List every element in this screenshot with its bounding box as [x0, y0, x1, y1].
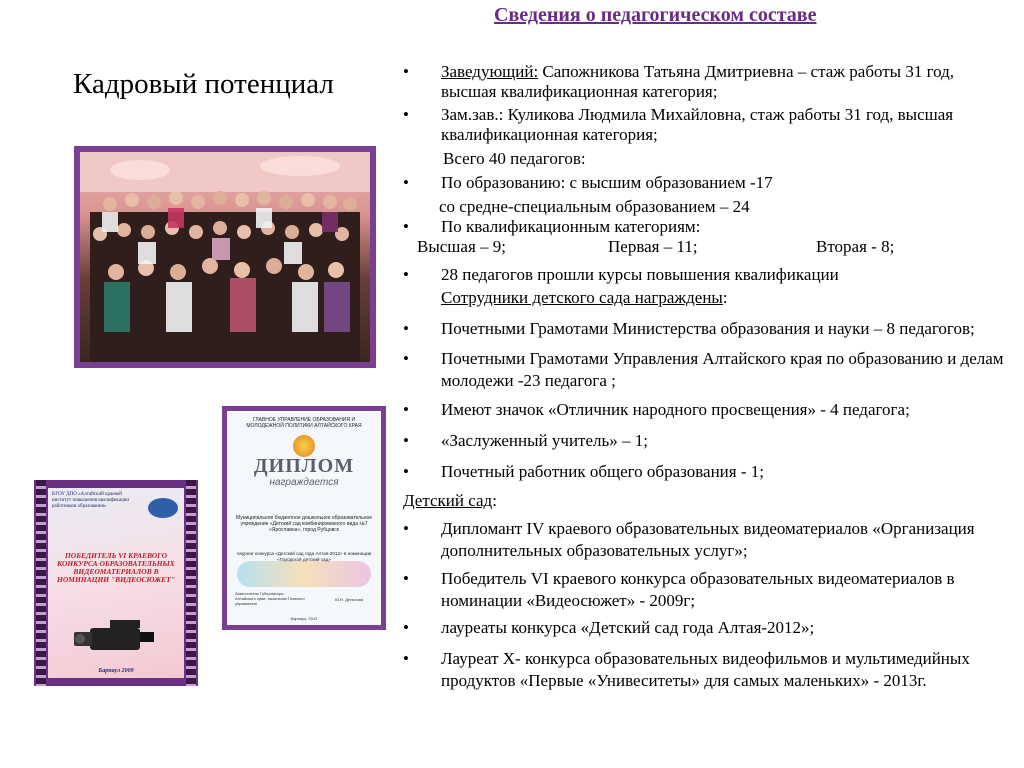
award-item: • Имеют значок «Отличник народного просвещения» - 4 педагога; [403, 400, 1008, 420]
kindergarten-heading [403, 491, 1008, 511]
section-subtitle: Кадровый потенциал [73, 68, 334, 100]
list-item-deputy: • Зам.зав.: Куликова Людмила Михайловна, стаж работы 31 год, высшая квалификационная категория; [403, 105, 1008, 145]
diploma-sign-title: Заместитель Губернатора Алтайского края, начальник Главного управления [235, 591, 305, 606]
page-title: Сведения о педагогическом составе [494, 4, 817, 26]
diploma-image [222, 406, 386, 630]
qualification-categories [403, 237, 1008, 259]
certificate-image [34, 480, 198, 686]
diploma-signer: Ю.Н. Денисова [335, 597, 364, 602]
group-photo-frame [74, 146, 376, 368]
kindergarten-colon: : [492, 491, 497, 510]
video-camera-icon [70, 618, 160, 658]
certificate-header: КГОУ ДПО «Алтайский краевой институт повышения квалификации работников образования» [52, 492, 130, 509]
award-item: • Почетный работник общего образования - 1; [403, 462, 1008, 482]
kindergarten-item: • лауреаты конкурса «Детский сад года Алтая-2012»; [403, 618, 1008, 638]
kindergarten-label: Детский сад [403, 491, 493, 510]
diploma-body-2: лауреат конкурса «Детский сад года Алтая-2012» в номинации «Городской детский сад» [236, 551, 372, 562]
qualification-high: Высшая – 9; [417, 237, 506, 256]
diploma-emblem-icon [293, 435, 315, 457]
group-photo [80, 152, 370, 362]
head-text: Сапожникова Татьяна Дмитриевна – стаж работы 31 год, высшая квалификационная категория; [441, 62, 955, 101]
awarded-label: Сотрудники детского сада награждены [441, 288, 723, 307]
diploma-decoration [237, 561, 371, 587]
diploma-footer: Барнаул, 2012 [290, 616, 318, 621]
award-item: • Почетными Грамотами Министерства образования и науки – 8 педагогов; [403, 318, 1008, 340]
certificate-logo-icon [148, 498, 178, 518]
film-strip-right [186, 480, 196, 686]
award-item: • «Заслуженный учитель» – 1; [403, 431, 1008, 451]
head-label: Заведующий: [441, 62, 539, 81]
kindergarten-item: • Дипломант IV краевого образовательных видеоматериалов «Организация дополнительных образовательных услуг»; [403, 518, 1008, 562]
staff-info-list [403, 62, 1008, 692]
qualification-second: Вторая - 8; [816, 237, 895, 256]
certificate-winner-text: ПОБЕДИТЕЛЬ VI КРАЕВОГО КОНКУРСА ОБРАЗОВАТЕЛЬНЫХ ВИДЕОМАТЕРИАЛОВ В НОМИНАЦИИ "ВИДЕОСЮЖЕТ" [57, 551, 175, 584]
education-secondary: со средне-специальным образованием – 24 [439, 197, 750, 216]
diploma-body: Муниципальное бюджетное дошкольное образовательное учреждение «Детский сад комбинированного вида №7 «Ярославна», город Рубцовск [235, 515, 373, 533]
certificate-inner [48, 488, 184, 678]
diploma-word: ДИПЛОМ [253, 455, 355, 477]
certificate-footer: Барнаул 2009 [98, 668, 134, 674]
diploma-signature-block [235, 591, 364, 606]
kindergarten-item: • Победитель VI краевого конкурса образовательных видеоматериалов в номинации «Видеосюжет» - 2009г; [403, 568, 1008, 612]
list-item-education: • По образованию: с высшим образованием -17 [403, 173, 1008, 193]
film-strip-left [36, 480, 46, 686]
award-item: • Почетными Грамотами Управления Алтайского края по образованию и делам молодежи -23 педагога ; [403, 348, 1008, 392]
group-photo-illustration [80, 152, 370, 362]
list-item-qualification: • По квалификационным категориям: [403, 217, 1008, 237]
diploma-inner [227, 411, 381, 625]
list-item-courses: • 28 педагогов прошли курсы повышения квалификации [403, 265, 1008, 285]
kindergarten-item: • Лауреат X- конкурса образовательных видеофильмов и мультимедийных продуктов «Первые «Унивеситеты» для самых маленьких» - 2013г. [403, 648, 1008, 692]
awarded-colon: : [722, 288, 728, 307]
diploma-subtitle: награждается [269, 477, 339, 488]
list-item-head [403, 62, 1008, 102]
diploma-header: ГЛАВНОЕ УПРАВЛЕНИЕ ОБРАЗОВАНИЯ И МОЛОДЕЖНОЙ ПОЛИТИКИ АЛТАЙСКОГО КРАЯ [246, 417, 362, 429]
awarded-heading [403, 288, 1008, 308]
qualification-first: Первая – 11; [608, 237, 698, 256]
total-teachers: Всего 40 педагогов: [443, 149, 586, 168]
